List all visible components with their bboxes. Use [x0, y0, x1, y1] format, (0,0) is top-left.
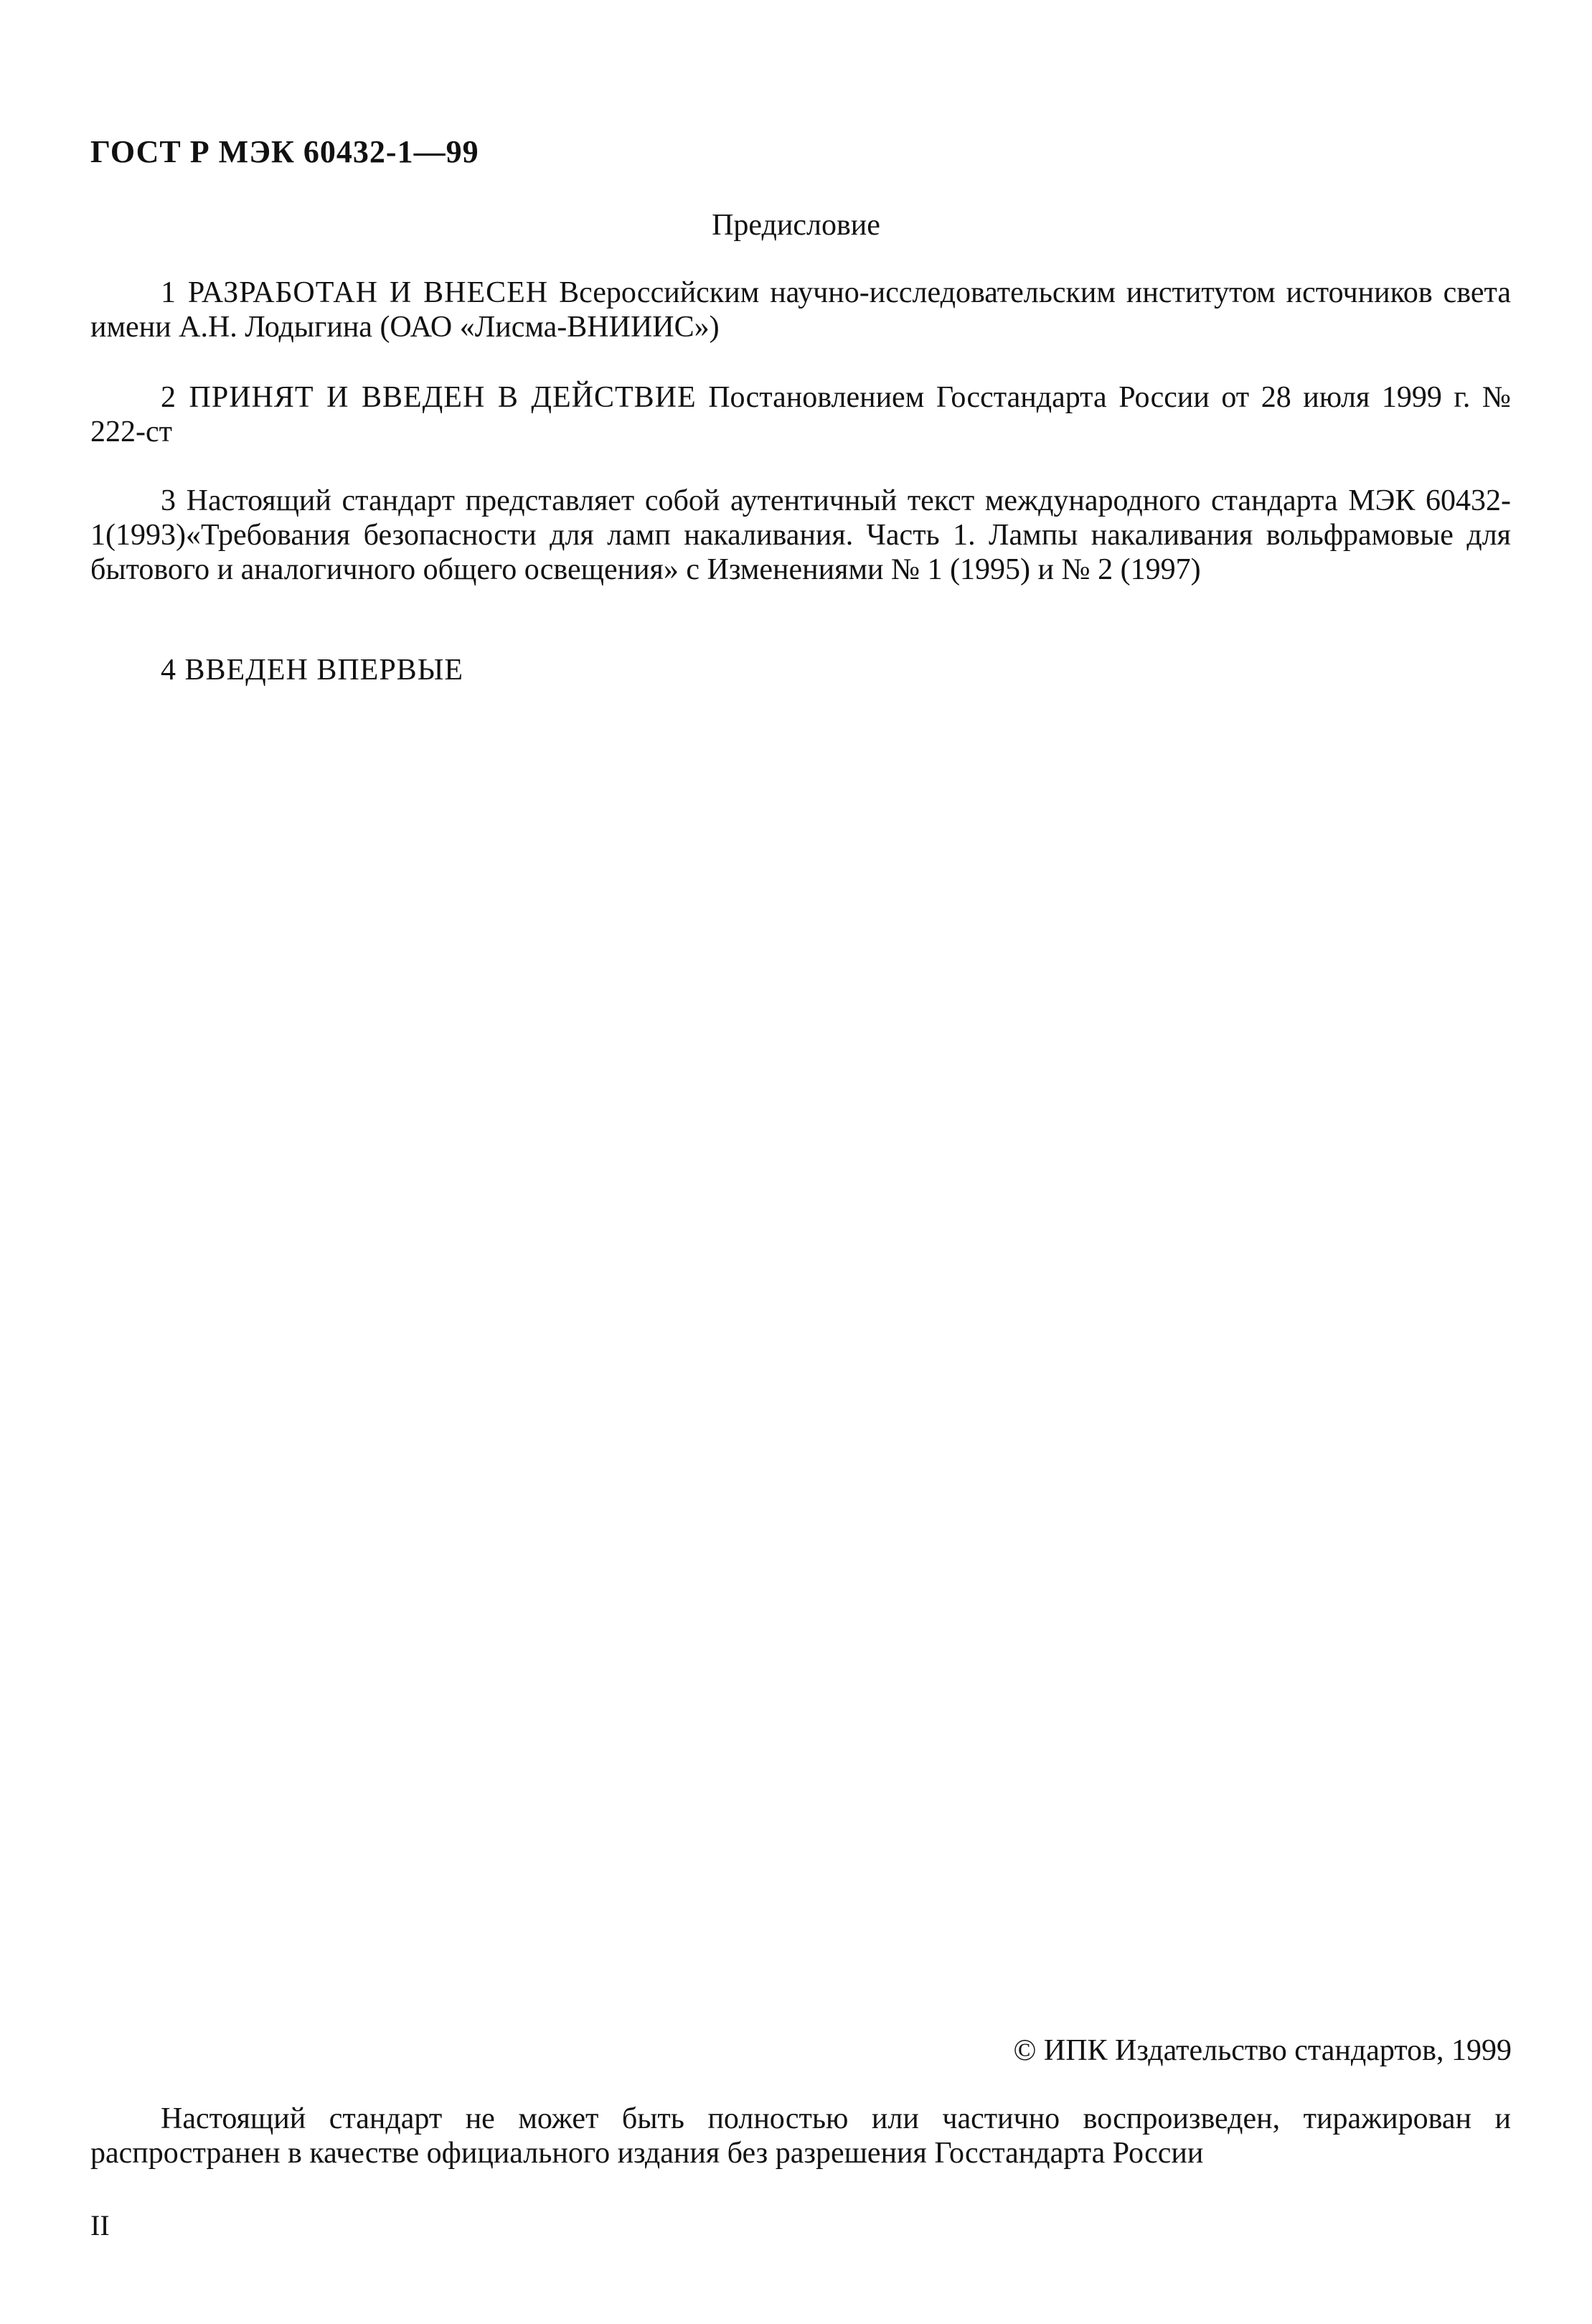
copyright-line: © ИПК Издательство стандартов, 1999: [1013, 2034, 1512, 2067]
standard-code: ГОСТ Р МЭК 60432-1—99: [90, 134, 479, 169]
paragraph-4: [90, 653, 1511, 687]
paragraph-3-lead: 3: [161, 484, 176, 517]
paragraph-3: [90, 484, 1511, 587]
paragraph-2-lead: 2 ПРИНЯТ И ВВЕДЕН В ДЕЙСТВИЕ: [161, 381, 697, 414]
reproduction-notice: Настоящий стандарт не может быть полностью или частично воспроизведен, тиражирован и распространен в качестве официального издания без разрешения Госстандарта России: [90, 2102, 1511, 2170]
section-title: Предисловие: [712, 209, 880, 242]
paragraph-1-text: Всероссийским научно-исследовательским институтом источников света имени А.Н. Лодыгина (ОАО «Лисма-ВНИИИС»): [90, 276, 1511, 344]
paragraph-2-text: Постановлением Госстандарта России от 28 июля 1999 г. № 222-ст: [90, 381, 1511, 448]
paragraph-2: [90, 380, 1511, 449]
paragraph-3-text: Настоящий стандарт представляет собой аутентичный текст международного стандарта МЭК 60432-1(1993)«Требования безопасности для ламп накаливания. Часть 1. Лампы накаливания вольфрамовые для бытового и аналогичного общего освещения» с Изменениями № 1 (1995) и № 2 (1997): [90, 484, 1511, 586]
paragraph-1: [90, 276, 1511, 344]
paragraph-1-lead: 1 РАЗРАБОТАН И ВНЕСЕН: [161, 276, 549, 309]
paragraph-4-lead: 4 ВВЕДЕН ВПЕРВЫЕ: [161, 654, 463, 687]
page-number: II: [90, 2209, 110, 2241]
